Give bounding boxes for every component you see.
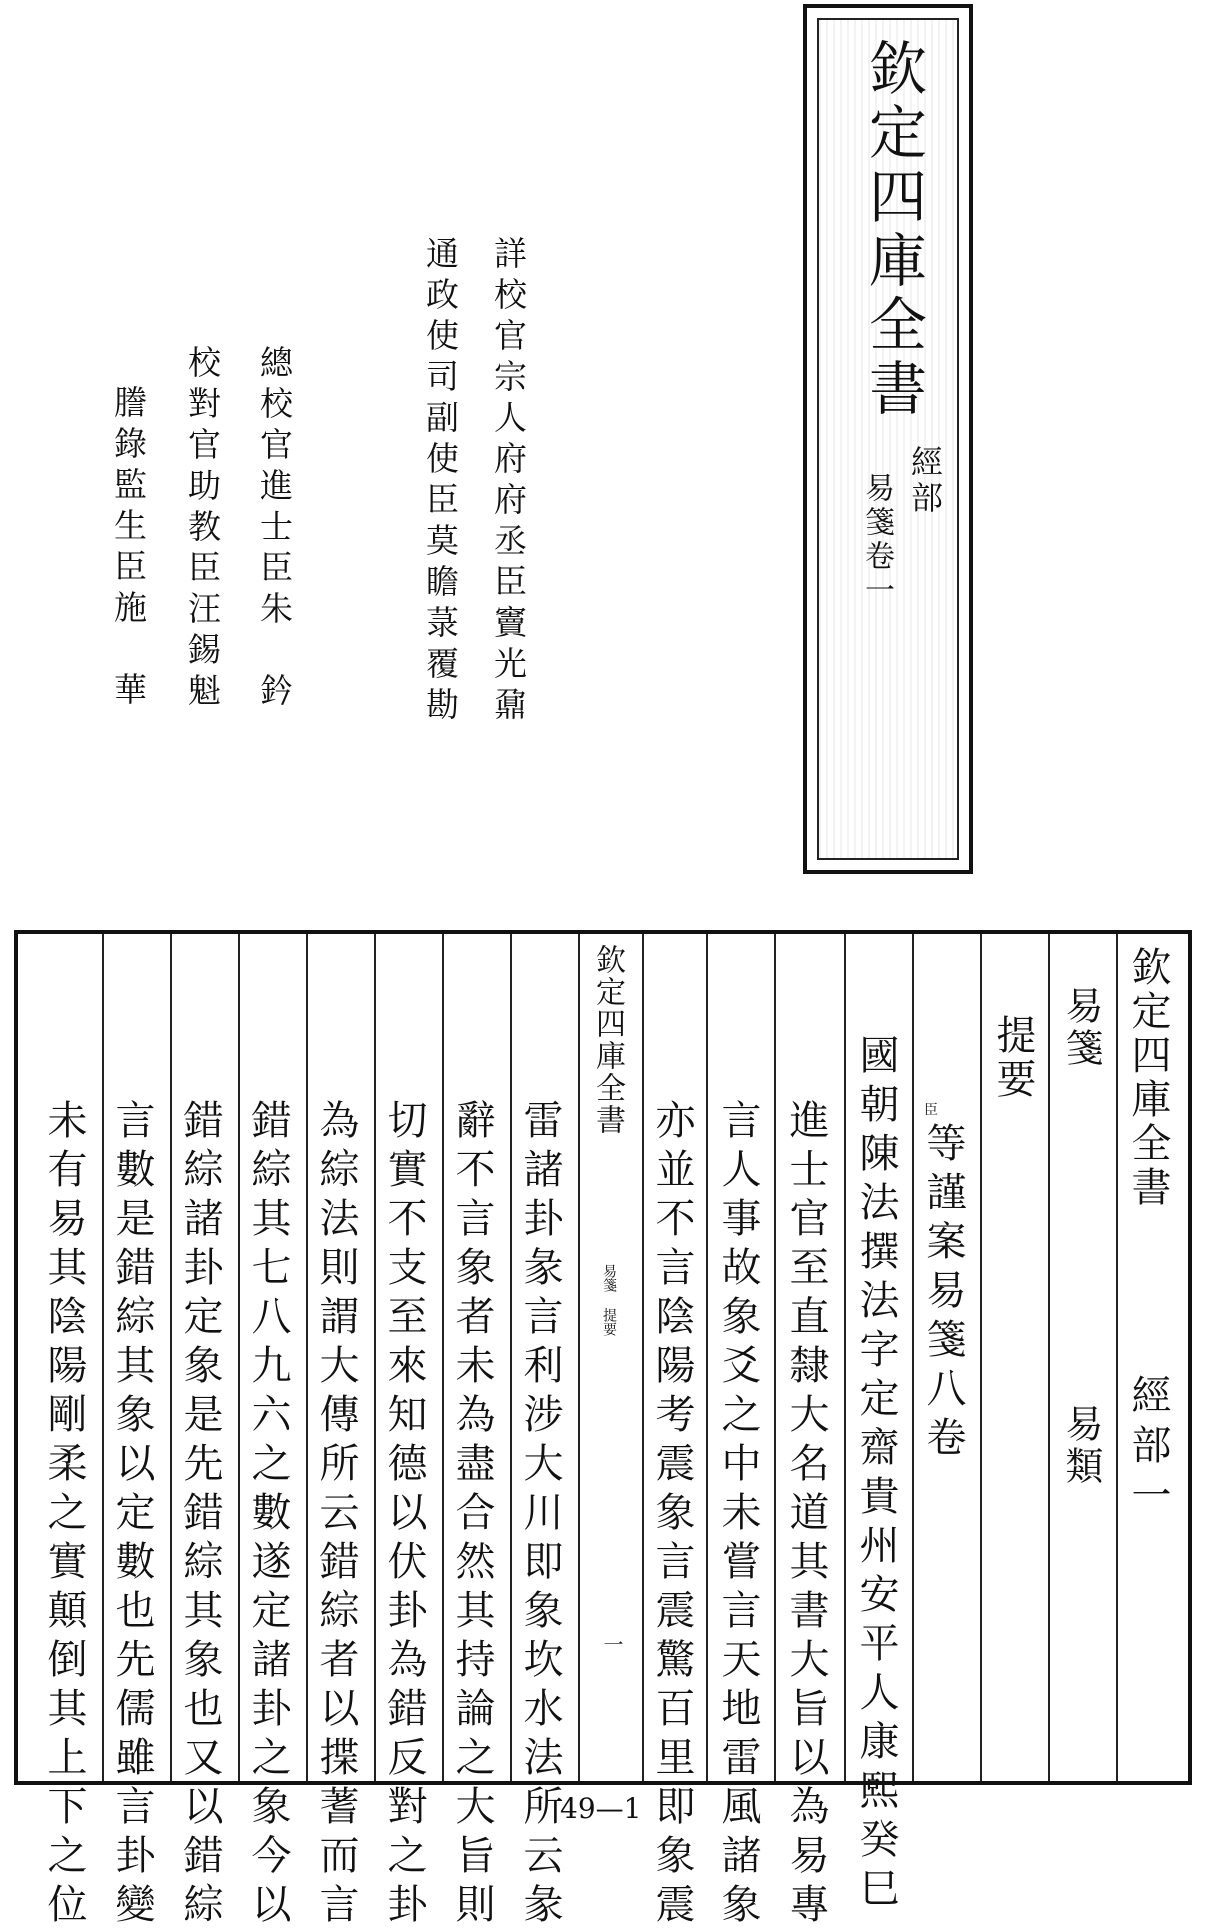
tiyao-heading: 提要 xyxy=(990,1014,1036,1102)
credit-reviewer: 通政使司副使臣莫瞻菉覆勘 xyxy=(421,236,460,728)
text-column: 為綜法則謂大傳所云錯綜者以揲蓍而言 xyxy=(313,1099,359,1932)
column-rule xyxy=(912,934,914,1781)
page-number: 49—1 xyxy=(560,1792,642,1825)
column-rule xyxy=(1048,934,1050,1781)
text-column: 辭不言象者未為盡合然其持論之大旨則 xyxy=(449,1099,495,1932)
book-title: 易箋 xyxy=(1059,986,1103,1070)
text-column: 言數是錯綜其象以定數也先儒雖言卦變 xyxy=(109,1099,155,1932)
gutter-page: 一 xyxy=(600,1634,624,1654)
cover-section: 經部 xyxy=(906,445,944,517)
credit-proofreader: 校對官助教臣汪錫魁 xyxy=(183,345,222,714)
header-title: 欽定四庫全書 xyxy=(1125,946,1171,1210)
column-rule xyxy=(706,934,708,1781)
text-column: 錯綜其七八九六之數遂定諸卦之象今以 xyxy=(245,1099,291,1932)
text-column: 雷諸卦彖言利涉大川即象坎水法所云彖 xyxy=(517,1099,563,1932)
column-rule xyxy=(306,934,308,1781)
text-column: 國朝陳法撰法字定齋貴州安平人康熙癸巳 xyxy=(853,1034,899,1916)
gutter-title: 欽定四庫全書 xyxy=(590,944,625,1136)
text-column: 未有易其陰陽剛柔之實顛倒其上下之位 xyxy=(41,1099,87,1932)
category: 易類 xyxy=(1059,1404,1103,1488)
column-rule xyxy=(980,934,982,1781)
column-rule xyxy=(238,934,240,1781)
credit-detailed-collator: 詳校官宗人府府丞臣竇光鼐 xyxy=(489,236,528,728)
text-column: 錯綜諸卦定象是先錯綜其象也又以錯綜 xyxy=(177,1099,223,1932)
gutter-subtitle: 易箋 提要 xyxy=(601,1264,617,1336)
gutter-rule xyxy=(578,934,580,1781)
header-section: 經部一 xyxy=(1125,1374,1171,1524)
text-column: 言人事故象爻之中未嘗言天地雷風諸象 xyxy=(715,1099,761,1932)
column-rule xyxy=(510,934,512,1781)
column-rule xyxy=(774,934,776,1781)
column-rule xyxy=(102,934,104,1781)
column-rule xyxy=(374,934,376,1781)
gutter-rule xyxy=(642,934,644,1781)
cover-label-inner xyxy=(817,18,959,860)
credit-chief-collator: 總校官進士臣朱 鈐 xyxy=(255,345,294,714)
cover-title: 欽定四庫全書 xyxy=(859,38,927,422)
cover-volume: 易箋卷一 xyxy=(859,472,894,608)
column-rule xyxy=(844,934,846,1781)
credit-copyist: 謄錄監生臣施 華 xyxy=(109,385,148,713)
text-column: 亦並不言陰陽考震象言震驚百里即象震 xyxy=(649,1099,695,1932)
text-column: 等謹案易箋八卷 xyxy=(920,1122,966,1465)
text-column: 切實不支至來知德以伏卦為錯反對之卦 xyxy=(381,1099,427,1932)
cover-label xyxy=(803,4,973,874)
column-rule xyxy=(170,934,172,1781)
chen-mark: 臣 xyxy=(922,1102,938,1116)
column-rule xyxy=(1116,934,1118,1781)
column-rule xyxy=(442,934,444,1781)
text-column: 進士官至直隸大名道其書大旨以為易專 xyxy=(783,1099,829,1932)
